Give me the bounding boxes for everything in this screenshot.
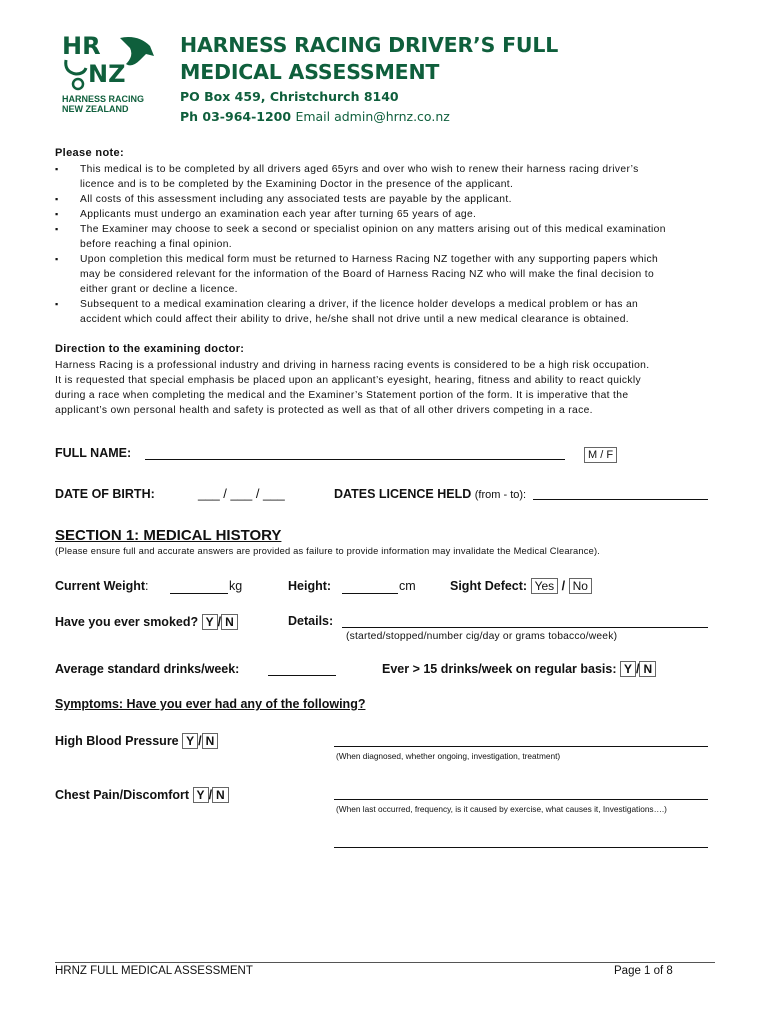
dob-label: DATE OF BIRTH: [55, 487, 155, 501]
drinks-15-label: Ever > 15 drinks/week on regular basis: [382, 662, 617, 676]
weight-row [55, 579, 149, 593]
bullet-icon: ▪ [55, 254, 59, 264]
logo-nz: NZ [88, 60, 126, 88]
bp-hint: (When diagnosed, whether ongoing, investigation, treatment) [336, 751, 561, 761]
bp-label: High Blood Pressure [55, 734, 179, 748]
note-heading: Please note: [55, 147, 125, 159]
note-bullet-5-line-1: Upon completion this medical form must be returned to Harness Racing NZ together with any supporting papers which [80, 254, 659, 265]
smoked-label: Have you ever smoked? [55, 615, 199, 629]
note-bullet-5-line-3: either grant or decline a licence. [80, 284, 238, 295]
horse-head-icon [62, 34, 162, 114]
note-bullet-1 [80, 162, 710, 192]
footer-left: HRNZ FULL MEDICAL ASSESSMENT [55, 965, 253, 977]
sight-yes-checkbox[interactable]: Yes [531, 578, 559, 594]
footer-divider [55, 962, 715, 963]
drinks-field[interactable] [268, 662, 336, 676]
licence-field[interactable] [533, 486, 708, 500]
direction-line-4: applicant’s own personal health and safety is protected as well as that of all other drivers competing in a race. [55, 405, 593, 416]
bullet-icon: ▪ [55, 164, 59, 174]
height-field[interactable] [342, 580, 398, 594]
bp-n-checkbox[interactable]: N [202, 733, 219, 749]
bullet-icon: ▪ [55, 299, 59, 309]
chest-details-field[interactable] [334, 786, 708, 800]
chest-hint: (When last occurred, frequency, is it caused by exercise, what causes it, Investigations….) [336, 804, 667, 814]
chest-details-field-2[interactable] [334, 834, 708, 848]
bullet-icon: ▪ [55, 209, 59, 219]
logo-caption-2: NEW ZEALAND [62, 104, 129, 114]
title-line-2: MEDICAL ASSESSMENT [180, 60, 440, 84]
licence-hint: (from - to): [474, 489, 527, 501]
document-title [180, 32, 558, 86]
sight-no-checkbox[interactable]: No [569, 578, 592, 594]
licence-held [334, 487, 526, 501]
note-bullet-1-line-2: licence and is to be completed by the Examining Doctor in the presence of the applicant. [80, 179, 514, 190]
weight-label: Current Weight [55, 579, 146, 593]
section1-subtitle: (Please ensure full and accurate answers are provided as failure to provide information may invalidate the Medical Clearance). [55, 546, 601, 556]
note-bullet-4-line-2: before reaching a final opinion. [80, 239, 233, 250]
weight-field[interactable] [170, 580, 228, 594]
smoked-n-checkbox[interactable]: N [221, 614, 238, 630]
height-label: Height: [288, 579, 332, 593]
note-bullet-6-line-2: accident which could affect their ability to drive, he/she shall not drive until a new medical clearance is obtained. [80, 314, 630, 325]
logo-hr: HR [62, 34, 101, 60]
title-line-1: HARNESS RACING DRIVER’S FULL [180, 33, 559, 57]
details-field[interactable] [342, 614, 708, 628]
direction-line-2: It is requested that special emphasis be placed upon an applicant’s eyesight, hearing, fitness and ability to react quickly [55, 375, 642, 386]
smoked-y-checkbox[interactable]: Y [202, 614, 218, 630]
note-bullet-4 [80, 222, 710, 252]
contact-line [180, 109, 450, 124]
sex-options[interactable] [584, 445, 617, 463]
note-bullet-1-line-1: This medical is to be completed by all drivers aged 65yrs and over who wish to renew their harness racing driver’s [80, 164, 639, 175]
drinks-y-checkbox[interactable]: Y [620, 661, 636, 677]
note-bullet-5-line-2: may be considered relevant for the information of the Board of Harness Racing NZ who will make the final decision to [80, 269, 655, 280]
section1-title: SECTION 1: MEDICAL HISTORY [55, 527, 282, 544]
details-hint: (started/stopped/number cig/day or grams tobacco/week) [346, 631, 618, 642]
drinks-n-checkbox[interactable]: N [639, 661, 656, 677]
note-bullet-2: All costs of this assessment including any associated tests are payable by the applicant. [80, 194, 512, 205]
licence-label: DATES LICENCE HELD [334, 487, 472, 501]
direction-heading: Direction to the examining doctor: [55, 343, 245, 355]
weight-colon: : [145, 579, 149, 593]
smoked-sep: / [217, 615, 222, 629]
direction-line-3: during a race when completing the medical and the Examiner’s Statement portion of the form. It is imperative that the [55, 390, 629, 401]
drinks-label: Average standard drinks/week: [55, 662, 240, 676]
sight-sep: / [561, 579, 566, 593]
chest-y-checkbox[interactable]: Y [193, 787, 209, 803]
bullet-icon: ▪ [55, 194, 59, 204]
bullet-icon: ▪ [55, 224, 59, 234]
dob-field[interactable]: ___ / ___ / ___ [198, 486, 285, 501]
symptoms-heading: Symptoms: Have you ever had any of the following? [55, 697, 366, 711]
drinks-sep: / [636, 662, 640, 676]
note-bullet-3: Applicants must undergo an examination each year after turning 65 years of age. [80, 209, 477, 220]
page-number: Page 1 of 8 [614, 965, 673, 977]
address: PO Box 459, Christchurch 8140 [180, 89, 399, 104]
weight-unit: kg [229, 579, 243, 593]
bp-row [55, 733, 218, 749]
smoked-row [55, 614, 238, 630]
direction-line-1: Harness Racing is a professional industry and driving in harness racing events is considered to be a high risk occupation. [55, 360, 650, 371]
sight-defect [450, 578, 592, 594]
details-label: Details: [288, 614, 334, 628]
chest-label: Chest Pain/Discomfort [55, 788, 190, 802]
bp-y-checkbox[interactable]: Y [182, 733, 198, 749]
sight-label: Sight Defect: [450, 579, 528, 593]
note-bullet-4-line-1: The Examiner may choose to seek a second or specialist opinion on any matters arising out of this medical examination [80, 224, 666, 235]
email: Email admin@hrnz.co.nz [295, 109, 450, 124]
sex-checkbox[interactable]: M / F [584, 447, 617, 463]
phone: Ph 03-964-1200 [180, 109, 292, 124]
note-bullet-5 [80, 252, 710, 297]
note-bullet-6 [80, 297, 710, 327]
chest-row [55, 787, 229, 803]
note-bullet-6-line-1: Subsequent to a medical examination clearing a driver, if the licence holder develops a medical problem or has an [80, 299, 639, 310]
direction-body [55, 358, 725, 418]
full-name-field[interactable] [145, 445, 565, 460]
drinks-15-row [382, 661, 656, 677]
bp-sep: / [198, 734, 202, 748]
logo-caption-1: HARNESS RACING [62, 94, 145, 104]
bp-details-field[interactable] [334, 733, 708, 747]
chest-n-checkbox[interactable]: N [212, 787, 229, 803]
hrnz-logo [62, 34, 162, 114]
chest-sep: / [208, 788, 213, 802]
full-name-label: FULL NAME: [55, 446, 132, 460]
height-unit: cm [399, 579, 416, 593]
